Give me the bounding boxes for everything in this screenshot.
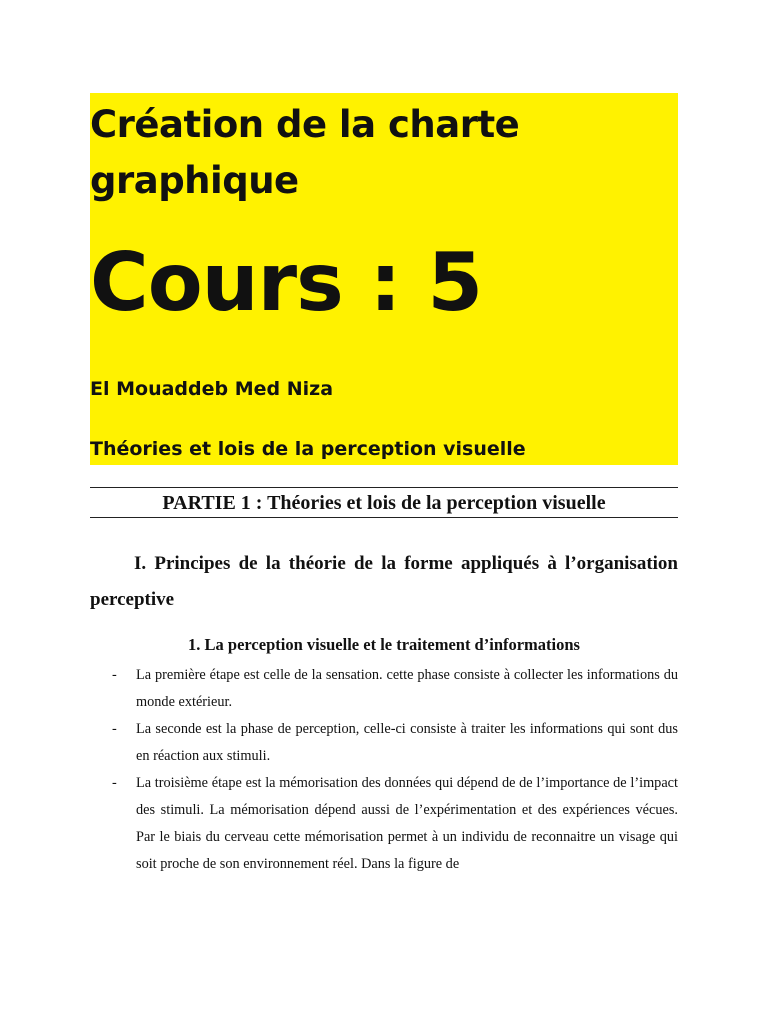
document-title-line-1: Création de la charte — [90, 103, 520, 146]
list-item — [90, 716, 678, 770]
list-item-text: La seconde est la phase de perception, celle-ci consiste à traiter les informations qui sont dus en réaction aux stimuli. — [136, 721, 678, 764]
cover-block — [90, 93, 678, 465]
section-heading: I. Principes de la théorie de la forme appliqués à l’organisation perceptive — [90, 553, 678, 610]
course-number: Cours : 5 — [90, 236, 483, 329]
list-item-text: La troisième étape est la mémorisation des données qui dépend de de l’importance de l’impact des stimuli. La mémorisation dépend aussi de l’expérimentation et des expériences vécues. Par le biais du cerveau cette mémorisation permet à un individu de reconnaitre un visage qui soit proche de son environnement réel. Dans la figure de — [136, 775, 678, 872]
author-name: El Mouaddeb Med Niza — [90, 378, 334, 400]
list-item — [90, 770, 678, 878]
part-heading: PARTIE 1 : Théories et lois de la perception visuelle — [162, 492, 606, 514]
part-rule-bottom — [90, 517, 678, 518]
subsection-heading: 1. La perception visuelle et le traitement d’informations — [188, 635, 580, 654]
bullet-marker: - — [112, 721, 117, 737]
document-subtitle: Théories et lois de la perception visuelle — [90, 438, 526, 460]
bullet-marker: - — [112, 775, 117, 791]
list-item — [90, 662, 678, 716]
bullet-marker: - — [112, 667, 117, 683]
part-rule-top — [90, 487, 678, 488]
document-title-line-2: graphique — [90, 159, 299, 202]
bullet-list — [90, 662, 678, 878]
list-item-text: La première étape est celle de la sensation. cette phase consiste à collecter les informations du monde extérieur. — [136, 667, 678, 710]
